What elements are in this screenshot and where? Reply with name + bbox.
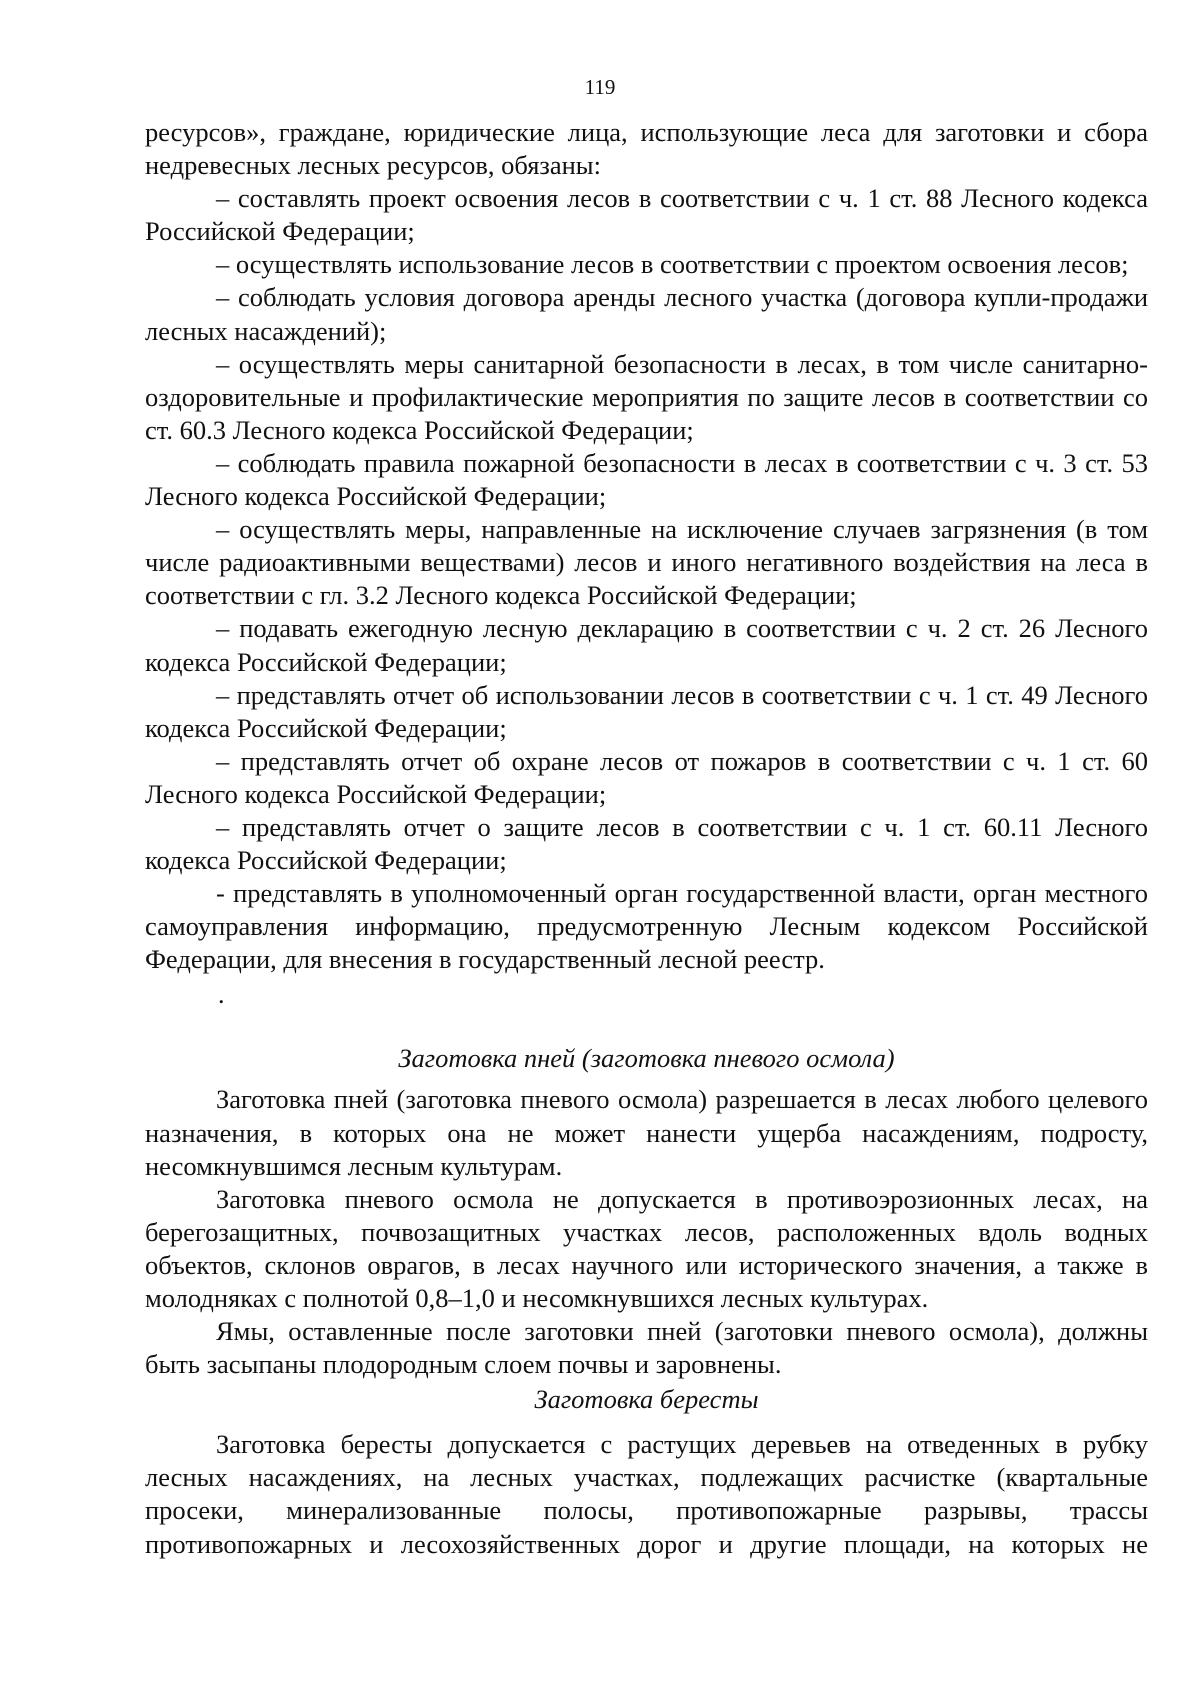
obligation-item: – представлять отчет об использовании лесов в соответствии с ч. 1 ст. 49 Лесного кодекса Российской Федерации; [145, 679, 1148, 743]
stray-mark: . [218, 980, 225, 1010]
obligation-item: – осуществлять меры, направленные на исключение случаев загрязнения (в том числе радиоактивными веществами) лесов и иного негативного воздействия на леса в соответствии с гл. 3.2 Лесного кодекса Российской Федерации; [145, 514, 1148, 611]
page-number: 119 [584, 75, 616, 99]
section1-paragraph: Ямы, оставленные после заготовки пней (заготовки пневого осмола), должны быть засыпаны плодородным слоем почвы и заровнены. [145, 1316, 1148, 1380]
page-content [145, 116, 1148, 1561]
obligation-item: – подавать ежегодную лесную декларацию в соответствии с ч. 2 ст. 26 Лесного кодекса Российской Федерации; [145, 613, 1148, 677]
section1-paragraph: Заготовка пневого осмола не допускается в противоэрозионных лесах, на берегозащитных, почвозащитных участках лесов, расположенных вдоль водных объектов, склонов оврагов, в лесах научного или исторического значения, а также в молодняках с полнотой 0,8–1,0 и несомкнувшихся лесных культурах. [145, 1183, 1148, 1313]
section-title-stump-harvesting: Заготовка пней (заготовка пневого осмола) [398, 1043, 895, 1074]
obligation-item: – представлять отчет о защите лесов в соответствии с ч. 1 ст. 60.11 Лесного кодекса Российской Федерации; [145, 811, 1148, 876]
section1-paragraph: Заготовка пней (заготовка пневого осмола) разрешается в лесах любого целевого назначения, в которых она не может нанести ущерба насаждениям, подросту, несомкнувшимся лесным культурам. [145, 1084, 1148, 1181]
obligation-item: – составлять проект освоения лесов в соответствии с ч. 1 ст. 88 Лесного кодекса Российской Федерации; [145, 183, 1148, 247]
obligation-item: – представлять отчет об охране лесов от пожаров в соответствии с ч. 1 ст. 60 Лесного кодекса Российской Федерации; [145, 745, 1148, 809]
obligation-item: - представлять в уполномоченный орган государственной власти, орган местного самоуправления информацию, предусмотренную Лесным кодексом Российской Федерации, для внесения в государственный лесной реестр. [145, 878, 1148, 975]
stray-mark-line [145, 976, 1148, 1042]
obligation-item: – соблюдать правила пожарной безопасности в лесах в соответствии с ч. 3 ст. 53 Лесного кодекса Российской Федерации; [145, 447, 1148, 512]
section2-paragraph: Заготовка бересты допускается с растущих деревьев на отведенных в рубку лесных насаждениях, на лесных участках, подлежащих расчистке (квартальные просеки, минерализованные полосы, противопожарные разрывы, трассы противопожарных и лесохозяйственных дорог и другие площади, на которых не [145, 1429, 1148, 1559]
obligations-list [145, 182, 1148, 976]
obligation-item: – осуществлять меры санитарной безопасности в лесах, в том числе санитарно-оздоровительные и профилактические мероприятия по защите лесов в соответствии со ст. 60.3 Лесного кодекса Российской Федерации; [145, 348, 1148, 445]
intro-paragraph: ресурсов», граждане, юридические лица, использующие леса для заготовки и сбора недревесных лесных ресурсов, обязаны: [145, 117, 1148, 181]
obligation-item: – соблюдать условия договора аренды лесного участка (договора купли-продажи лесных насаждений); [145, 282, 1148, 346]
section-title-birch-bark-harvesting: Заготовка бересты [534, 1384, 759, 1415]
obligation-item: – осуществлять использование лесов в соответствии с проектом освоения лесов; [216, 249, 1129, 280]
